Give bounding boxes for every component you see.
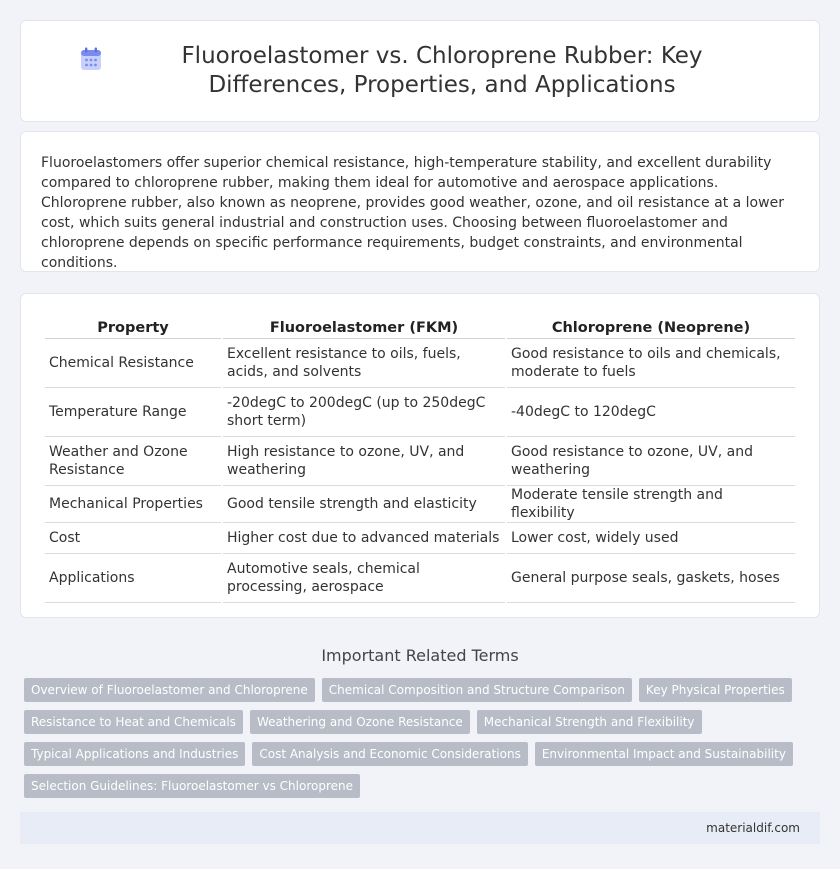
column-header-property: Property: [45, 315, 221, 339]
table-cell-property: Temperature Range: [45, 388, 221, 437]
table-row: [45, 437, 795, 486]
related-term-tag[interactable]: Typical Applications and Industries: [24, 742, 245, 766]
related-term-tag[interactable]: Weathering and Ozone Resistance: [250, 710, 470, 734]
table-cell-property: Chemical Resistance: [45, 339, 221, 388]
table-cell-chloroprene: General purpose seals, gaskets, hoses: [507, 554, 795, 603]
intro-card: [20, 131, 820, 272]
comparison-table-card: [20, 293, 820, 618]
table-cell-chloroprene: Moderate tensile strength and flexibility: [507, 486, 795, 523]
table-cell-fluoroelastomer: Good tensile strength and elasticity: [223, 486, 505, 523]
intro-paragraph: Fluoroelastomers offer superior chemical resistance, high-temperature stability, and excellent durability compared to chloroprene rubber, making them ideal for automotive and aerospace applications. Chloroprene rubber, also known as neoprene, provides good weather, ozone, and oil resistance at a lower cost, which suits general industrial and construction uses. Choosing between fluoroelastomer and chloroprene depends on specific performance requirements, budget constraints, and environmental conditions.: [41, 155, 784, 271]
table-cell-chloroprene: Good resistance to ozone, UV, and weathering: [507, 437, 795, 486]
related-term-tag[interactable]: Environmental Impact and Sustainability: [535, 742, 793, 766]
related-term-tag[interactable]: Key Physical Properties: [639, 678, 792, 702]
document-calendar-icon: [78, 46, 104, 72]
title-card: [20, 20, 820, 122]
table-cell-chloroprene: -40degC to 120degC: [507, 388, 795, 437]
table-cell-fluoroelastomer: Automotive seals, chemical processing, aerospace: [223, 554, 505, 603]
page-title: Fluoroelastomer vs. Chloroprene Rubber: Key Differences, Properties, and Applications: [181, 43, 703, 98]
related-term-tag[interactable]: Mechanical Strength and Flexibility: [477, 710, 702, 734]
related-term-tag[interactable]: Chemical Composition and Structure Comparison: [322, 678, 632, 702]
footer-site-name: materialdif.com: [706, 821, 800, 835]
table-row: [45, 339, 795, 388]
table-header-row: [45, 315, 795, 339]
related-terms-title: Important Related Terms: [321, 646, 519, 665]
table-cell-fluoroelastomer: Excellent resistance to oils, fuels, acids, and solvents: [223, 339, 505, 388]
table-cell-fluoroelastomer: -20degC to 200degC (up to 250degC short term): [223, 388, 505, 437]
column-header-fluoroelastomer: Fluoroelastomer (FKM): [223, 315, 505, 339]
table-cell-property: Weather and Ozone Resistance: [45, 437, 221, 486]
related-term-tag[interactable]: Overview of Fluoroelastomer and Chloroprene: [24, 678, 315, 702]
comparison-table: [43, 315, 797, 603]
table-row: [45, 554, 795, 603]
table-cell-property: Cost: [45, 523, 221, 554]
table-row: [45, 523, 795, 554]
table-cell-property: Applications: [45, 554, 221, 603]
footer: [20, 812, 820, 844]
table-cell-chloroprene: Good resistance to oils and chemicals, moderate to fuels: [507, 339, 795, 388]
table-cell-fluoroelastomer: Higher cost due to advanced materials: [223, 523, 505, 554]
related-term-tag[interactable]: Resistance to Heat and Chemicals: [24, 710, 243, 734]
table-cell-chloroprene: Lower cost, widely used: [507, 523, 795, 554]
related-term-tag[interactable]: Cost Analysis and Economic Considerations: [252, 742, 527, 766]
related-term-tag[interactable]: Selection Guidelines: Fluoroelastomer vs Chloroprene: [24, 774, 360, 798]
table-cell-fluoroelastomer: High resistance to ozone, UV, and weathering: [223, 437, 505, 486]
table-row: [45, 388, 795, 437]
related-terms-section: [20, 646, 820, 798]
column-header-chloroprene: Chloroprene (Neoprene): [507, 315, 795, 339]
related-terms-tags: [20, 678, 820, 798]
table-cell-property: Mechanical Properties: [45, 486, 221, 523]
table-row: [45, 486, 795, 523]
